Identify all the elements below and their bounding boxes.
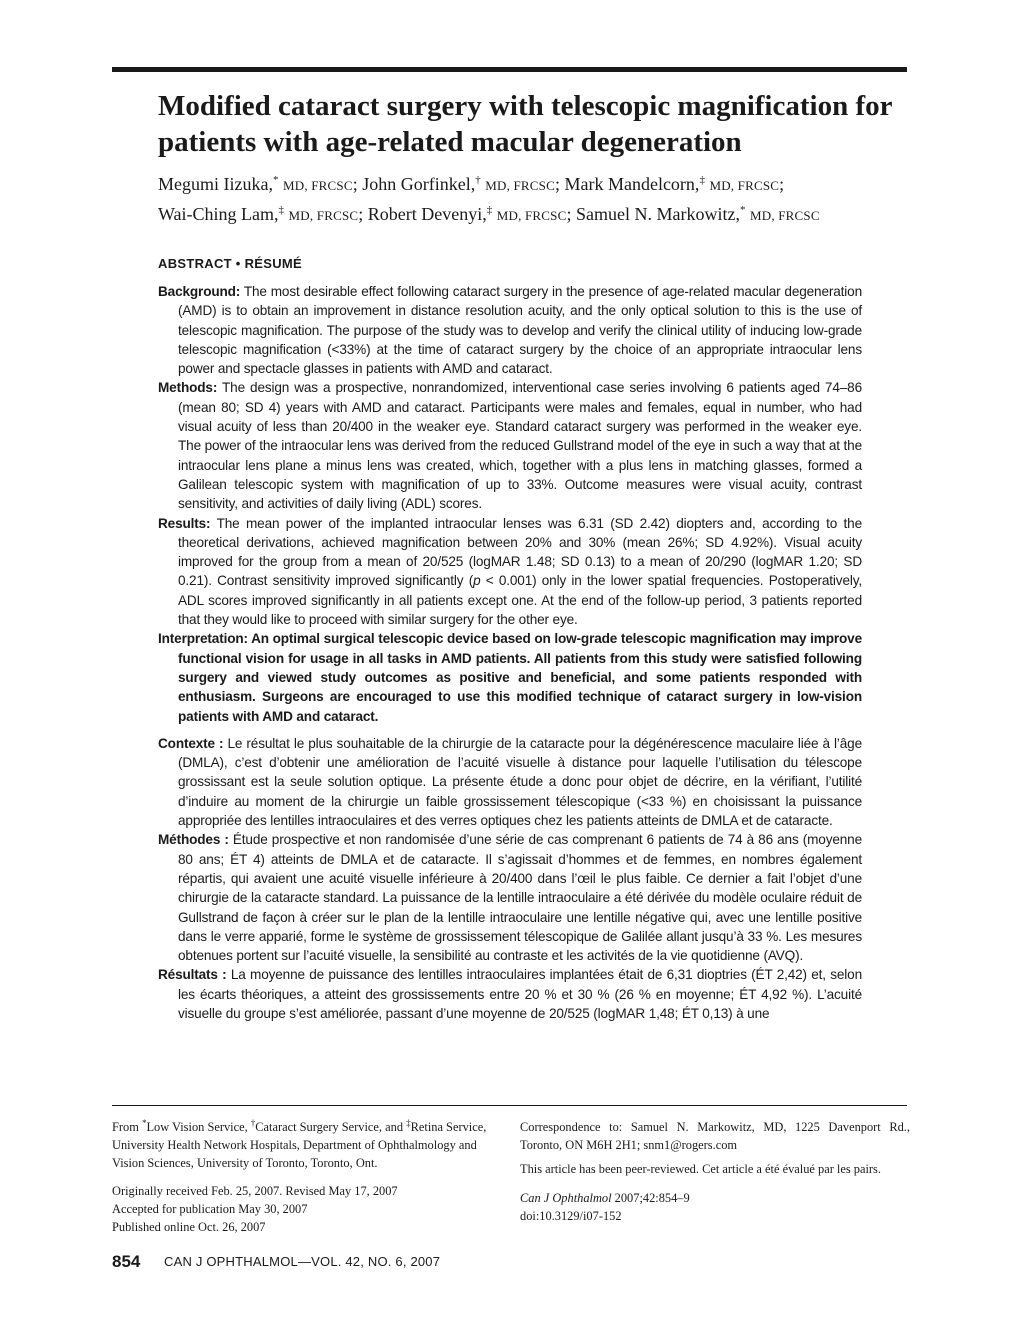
author-credentials: MD, FRCSC <box>485 178 555 193</box>
author-separator: ; <box>554 174 560 194</box>
author-separator: ; <box>352 174 358 194</box>
doi-line: doi:10.3129/i07-152 <box>520 1209 622 1223</box>
affiliation-mark: ‡ <box>699 174 705 186</box>
top-rule <box>112 67 907 72</box>
peer-review-note: This article has been peer-reviewed. Cet article a été évalué par les pairs. <box>520 1162 881 1176</box>
running-head: CAN J OPHTHALMOL—VOL. 42, NO. 6, 2007 <box>164 1254 441 1269</box>
section-label: Results: <box>158 515 211 531</box>
author-credentials: MD, FRCSC <box>749 208 820 223</box>
section-text: Le résultat le plus souhaitable de la chirurgie de la cataracte pour la dégénérescence maculaire liée à l’âge (DMLA), c’est d’obtenir une amélioration de l’acuité visuelle à distance pour laquelle l’utilisation du télescope grossissant est la seule solution optique. La présente étude a donc pour objet de décrire, en la vérifiant, l’utilité d’induire au moment de la chirurgie un faible grossissement télescopique (<33 %) en choisissant la puissance appropriée des lentilles intraoculaires et des verres optiques chez les patients atteints de DMLA et de cataracte. <box>178 735 862 829</box>
section-label: Interpretation: <box>158 631 248 647</box>
section-text: La moyenne de puissance des lentilles intraoculaires implantées était de 6,31 dioptries (ÉT 2,42) et, selon les écarts théoriques, a atteint des grossissements entre 20 % et 30 % (26 % en moyenne; ÉT 4,92 %). L’acuité visuelle du groupe s’est améliorée, passant d’une moyenne de 20/525 (logMAR 1,48; ÉT 0,13) à une <box>178 967 862 1021</box>
article-title: Modified cataract surgery with telescopic magnification for patients with age-related macular degeneration <box>158 90 892 158</box>
resume-section-methodes <box>158 830 862 965</box>
affiliation-mark: * <box>141 1117 147 1128</box>
affiliation-mark: * <box>739 204 746 216</box>
affiliation-text: Low Vision Service, <box>146 1120 251 1134</box>
accepted-date: Accepted for publication May 30, 2007 <box>112 1202 308 1216</box>
affiliation-text: Cataract Surgery Service, and <box>255 1120 407 1134</box>
footnote-rule <box>112 1105 907 1106</box>
section-text: Étude prospective et non randomisée d’une série de cas comprenant 6 patients de 74 à 86 ans (moyenne 80 ans; ÉT 4) atteints de DMLA et de cataracte. Il s’agissait d’hommes et de femmes, en nombres également répartis, qui avaient une acuité visuelle inférieure à 20/400 dans l’œil le plus faible. Ce dernier a fait l’objet d’une chirurgie de la cataracte standard. La puissance de la lentille intraoculaire a été dérivée du modèle oculaire réduit de Gullstrand de façon à créer sur le plan de la lentille intraoculaire une lentille négative qui, avec une lentille positive dans le verre apparié, forme le système de grossissement télescopique de Galilée allant jusqu’à 33 %. Les mesures obtenues portent sur l’acuité visuelle, la sensibilité au contraste et les activités de la vie quotidienne (AVQ). <box>178 832 862 964</box>
section-label: Contexte : <box>158 735 224 751</box>
author-separator: ; <box>566 204 572 224</box>
published-date: Published online Oct. 26, 2007 <box>112 1220 266 1234</box>
affiliation-text: Retina Service, University Health Network Hospitals, Department of Ophthalmology and Vision Sciences, University of Toronto, Toronto, Ont. <box>112 1120 487 1170</box>
abstract-section-methods <box>158 378 862 513</box>
publication-dates <box>112 1182 504 1236</box>
citation-volume: 2007;42:854–9 <box>611 1191 690 1205</box>
affiliation-text: From <box>112 1120 142 1134</box>
author-list <box>158 170 898 230</box>
author-separator: ; <box>358 204 364 224</box>
abstract-section-interpretation <box>158 629 862 725</box>
author-name: Robert Devenyi, <box>367 204 487 224</box>
section-label: Background: <box>158 284 241 299</box>
abstract-section-results <box>158 514 862 630</box>
section-text: The design was a prospective, nonrandomized, interventional case series involving 6 patients aged 74–86 (mean 80; SD 4) years with AMD and cataract. Participants were males and females, equal in number, who had visual acuity of less than 20/400 in the weaker eye. Standard cataract surgery was performed in the weaker eye. The power of the intraocular lens was derived from the reduced Gullstrand model of the eye in such a way that at the intraocular lens plane a minus lens was created, which, together with a plus lens in matching glasses, formed a Galilean telescopic system with magnification of up to 33%. Outcome measures were visual acuity, contrast sensitivity, and activities of daily living (ADL) scores. <box>178 380 862 512</box>
affiliation-mark: ‡ <box>278 204 285 216</box>
affiliation-mark: † <box>475 174 481 186</box>
citation-block <box>520 1189 910 1225</box>
p-value-symbol: p <box>473 573 481 589</box>
abstract-body <box>158 282 862 1023</box>
section-text: The most desirable effect following cataract surgery in the presence of age-related macular degeneration (AMD) is to obtain an improvement in distance resolution acuity, and the only optical solution to this is the use of telescopic magnification. The purpose of the study was to develop and verify the clinical utility of inducing low-grade telescopic magnification (<33%) at the time of cataract surgery by the choice of an appropriate intraocular lens power and spectacle glasses in patients with AMD and cataract. <box>178 284 862 377</box>
section-label: Methods: <box>158 380 218 396</box>
author-credentials: MD, FRCSC <box>282 178 353 193</box>
citation-line <box>520 1189 910 1207</box>
author-credentials: MD, FRCSC <box>709 178 780 193</box>
author-name: Megumi Iizuka, <box>158 174 273 194</box>
section-label: Résultats : <box>158 967 227 983</box>
abstract-heading: ABSTRACT • RÉSUMÉ <box>158 256 302 271</box>
affiliation-mark: * <box>272 174 279 186</box>
correspondence-footnote: Correspondence to: Samuel N. Markowitz, MD, 1225 Davenport Rd., Toronto, ON M6H 2H1; snm1@rogers.com <box>520 1120 910 1152</box>
affiliations-footnote <box>112 1118 504 1172</box>
page-number: 854 <box>112 1252 141 1271</box>
affiliation-mark: ‡ <box>406 1117 411 1128</box>
affiliation-mark: ‡ <box>486 204 493 216</box>
abstract-section-background <box>158 282 862 378</box>
author-credentials: MD, FRCSC <box>288 208 359 223</box>
resume-section-contexte <box>158 734 862 830</box>
author-name: Wai-Ching Lam, <box>158 204 279 224</box>
section-label: Méthodes : <box>158 832 229 848</box>
journal-name: Can J Ophthalmol <box>520 1191 612 1205</box>
section-text: An optimal surgical telescopic device based on low-grade telescopic magnification may improve functional vision for usage in all tasks in AMD patients. All patients from this study were satisfied following surgery and viewed study outcomes as positive and beneficial, and some patients responded with enthusiasm. Surgeons are encouraged to use this modified technique of cataract surgery in low-vision patients with AMD and cataract. <box>178 631 862 724</box>
affiliation-mark: † <box>250 1117 256 1128</box>
author-separator: ; <box>779 174 785 194</box>
section-text: The mean power of the implanted intraocular lenses was 6.31 (SD 2.42) diopters and, according to the theoretical derivations, achieved magnification between 20% and 30% (mean 26%; SD 4.92%). Visual acuity improved for the group from a mean of 20/525 (logMAR 1.48; SD 0.13) to a mean of 20/290 (logMAR 1.20; SD 0.21). Contrast sensitivity improved significantly ( <box>178 515 862 589</box>
author-name: John Gorfinkel, <box>362 174 476 194</box>
author-name: Mark Mandelcorn, <box>564 174 700 194</box>
author-credentials: MD, FRCSC <box>496 208 567 223</box>
section-text: < 0.001) only in the lower spatial frequencies. Postoperatively, ADL scores improved significantly in all patients except one. At the end of the follow-up period, 3 patients reported that they would like to proceed with similar surgery for the other eye. <box>178 573 862 628</box>
author-name: Samuel N. Markowitz, <box>576 204 740 224</box>
resume-section-resultats <box>158 965 862 1023</box>
received-date: Originally received Feb. 25, 2007. Revised May 17, 2007 <box>112 1184 398 1198</box>
